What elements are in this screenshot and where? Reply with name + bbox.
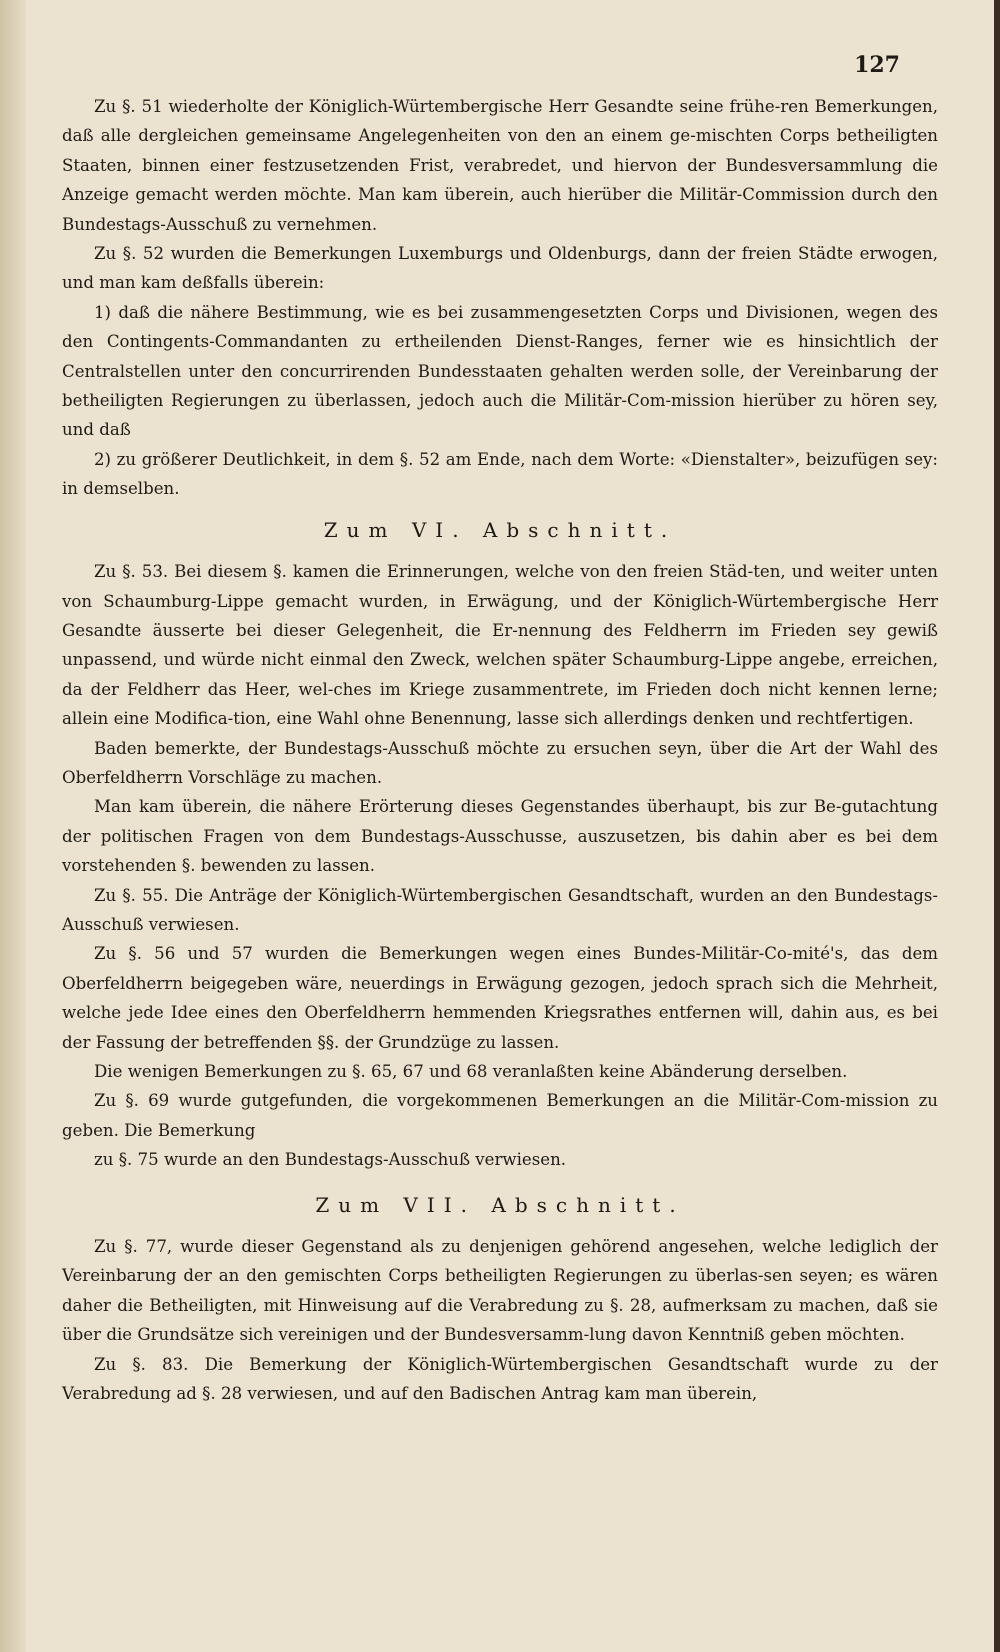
paragraph-section-83: Zu §. 83. Die Bemerkung der Königlich-Würtembergischen Gesandtschaft wurde zu der Verabredung ad §. 28 verwiesen, und auf den Badischen Antrag kam man überein, (62, 1354, 938, 1404)
page-gutter (0, 0, 26, 1652)
paragraph-agreement: Man kam überein, die nähere Erörterung dieses Gegenstandes überhaupt, bis zur Be-gutachtung der politischen Fragen von dem Bundestags-Ausschusse, auszusetzen, bis dahin aber es bei dem vorstehenden §. bewenden zu lassen. (62, 797, 938, 876)
paragraph-baden: Baden bemerkte, der Bundestags-Ausschuß möchte zu ersuchen seyn, über die Art der Wahl des Oberfeldherrn Vorschläge zu machen. (62, 738, 938, 787)
heading-section-vii: Zum VII. Abschnitt. (315, 1192, 685, 1217)
paragraph-section-55: Zu §. 55. Die Anträge der Königlich-Würtembergischen Gesandtschaft, wurden an den Bundestags-Ausschuß verwiesen. (62, 885, 938, 934)
heading-section-vi: Zum VI. Abschnitt. (323, 517, 677, 542)
paragraph-item-2: 2) zu größerer Deutlichkeit, in dem §. 52 am Ende, nach dem Worte: «Dienstalter», beizufügen sey: in demselben. (62, 449, 938, 499)
page-number: 127 (854, 52, 900, 78)
paragraph-section-77: Zu §. 77, wurde dieser Gegenstand als zu denjenigen gehörend angesehen, welche lediglich der Vereinbarung der an den gemischten Corps betheiligten Regierungen zu überlas-sen seyen; es wären daher die Betheiligten, mit Hinweisung auf die Verabredung zu §. 28, aufmerksam zu machen, daß sie über die Grundsätze sich vereinigen und der Bundesversamm-lung davon Kenntniß geben möchten. (62, 1237, 938, 1345)
page-edge (994, 0, 1000, 1652)
paragraph-section-65: Die wenigen Bemerkungen zu §. 65, 67 und 68 veranlaßten keine Abänderung derselben. (94, 1062, 848, 1081)
paragraph-section-75: zu §. 75 wurde an den Bundestags-Ausschuß verwiesen. (94, 1150, 567, 1170)
paragraph-section-69: Zu §. 69 wurde gutgefunden, die vorgekommenen Bemerkungen an die Militär-Com-mission zu geben. Die Bemerkung (62, 1091, 938, 1140)
paragraph-section-53: Zu §. 53. Bei diesem §. kamen die Erinnerungen, welche von den freien Städ-ten, und weiter unten von Schaumburg-Lippe gemacht wurden, in Erwägung, und der Königlich-Würtembergische Herr Gesandte äusserte bei dieser Gelegenheit, die Er-nennung des Feldherrn im Frieden sey gewiß unpassend, und würde nicht einmal den Zweck, welchen später Schaumburg-Lippe angebe, erreichen, da der Feldherr das Heer, wel-ches im Kriege zusammentrete, im Frieden doch nicht kennen lerne; allein eine Modifica-tion, eine Wahl ohne Benennung, lasse sich allerdings denken und rechtfertigen. (62, 562, 938, 729)
paragraph-section-52: Zu §. 52 wurden die Bemerkungen Luxemburgs und Oldenburgs, dann der freien Städte erwogen, und man kam deßfalls überein: (62, 244, 938, 293)
body-text (62, 92, 938, 1408)
paragraph-item-1: 1) daß die nähere Bestimmung, wie es bei zusammengesetzten Corps und Divisionen, wegen des den Contingents-Commandanten zu ertheilenden Dienst-Ranges, ferner wie es hinsichtlich der Centralstellen unter den concurrirenden Bundesstaaten gehalten werden solle, der Vereinbarung der betheiligten Regierungen zu überlassen, jedoch auch die Militär-Com-mission hierüber zu hören sey, und daß (62, 302, 938, 440)
paragraph-section-56-57: Zu §. 56 und 57 wurden die Bemerkungen wegen eines Bundes-Militär-Co-mité's, das dem Oberfeldherrn beigegeben wäre, neuerdings in Erwägung gezogen, jedoch sprach sich die Mehrheit, welche jede Idee eines den Oberfeldherrn hemmenden Kriegsrathes entfernen will, dahin aus, es bei der Fassung der betreffenden §§. der Grundzüge zu lassen. (62, 944, 938, 1052)
paragraph-section-51: Zu §. 51 wiederholte der Königlich-Würtembergische Herr Gesandte seine frühe-ren Bemerkungen, daß alle dergleichen gemeinsame Angelegenheiten von den an einem ge-mischten Corps betheiligten Staaten, binnen einer festzusetzenden Frist, verabredet, und hiervon der Bundesversammlung die Anzeige gemacht werden möchte. Man kam überein, auch hierüber die Militär-Commission durch den Bundestags-Ausschuß zu vernehmen. (62, 97, 938, 234)
